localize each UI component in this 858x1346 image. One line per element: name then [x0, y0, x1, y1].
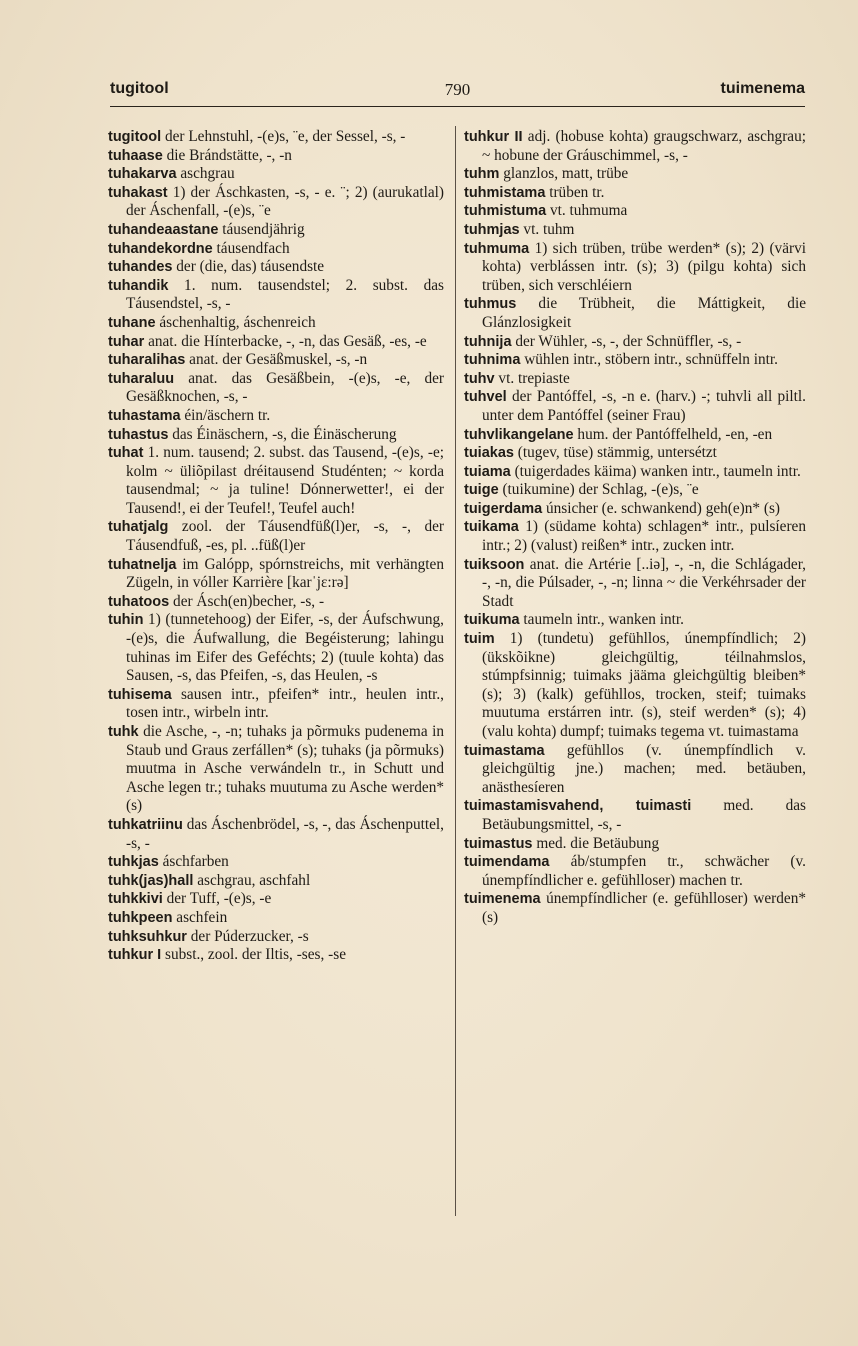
entry-definition: áb/stumpfen tr., schwächer (v. únempfíndlicher e. gefühlloser) machen tr. — [482, 853, 806, 889]
entry-headword: tuhksuhkur — [108, 928, 187, 945]
dictionary-entry — [464, 202, 806, 221]
dictionary-entry — [464, 797, 806, 834]
dictionary-entry — [464, 890, 806, 927]
entry-headword: tuikama — [464, 519, 519, 536]
entry-definition: (tuigerdades käima) wanken intr., taumeln intr. — [510, 462, 801, 480]
entry-definition: wühlen intr., stöbern intr., schnüffeln intr. — [520, 351, 779, 369]
dictionary-entry — [108, 593, 444, 612]
entry-definition: aschgrau — [176, 165, 235, 183]
entry-definition: 1) (tunnetehoog) der Eifer, -s, der Áufschwung, -(e)s, die Áufwallung, die Begéisterung; lahingu tuhinas im Eifer des Geféchts; 2) (tuule kohta) das Sausen, -s, das Pfeifen, -s, das Heulen, -s — [126, 611, 444, 685]
entry-headword: tuhvel — [464, 389, 507, 406]
dictionary-entry — [464, 333, 806, 352]
dictionary-entry — [108, 240, 444, 259]
dictionary-entry — [464, 835, 806, 854]
entry-headword: tuhin — [108, 612, 144, 629]
entry-definition: éin/äschern tr. — [180, 406, 271, 424]
entry-headword: tuimastama — [464, 742, 545, 759]
entry-headword: tuigerdama — [464, 500, 543, 517]
entry-headword: tuhmus — [464, 296, 517, 313]
entry-headword: tuim — [464, 631, 495, 648]
entry-headword: tuiama — [464, 463, 511, 480]
left-column — [108, 128, 444, 965]
entry-headword: tuimendama — [464, 854, 550, 871]
entry-definition: anat. das Gesäßbein, -(e)s, -e, der Gesäßknochen, -s, - — [126, 369, 444, 406]
entry-headword: tuhisema — [108, 686, 172, 703]
dictionary-entry — [464, 128, 806, 165]
entry-definition: 1. num. tausendstel; 2. subst. das Táusendstel, -s, - — [126, 276, 444, 313]
entry-headword: tuhar — [108, 333, 145, 350]
entry-headword: tuhandik — [108, 277, 169, 294]
entry-headword: tuhk — [108, 724, 139, 740]
entry-definition: der Púderzucker, -s — [186, 927, 309, 945]
dictionary-entry — [108, 165, 444, 184]
entry-definition: der Wühler, -s, -, der Schnüffler, -s, - — [511, 332, 742, 350]
entry-headword: tuhk(jas)hall — [108, 872, 194, 889]
entry-definition: únempfíndlicher (e. gefühlloser) werden* (s) — [482, 890, 806, 926]
header-right-guideword: tuimenema — [720, 80, 805, 97]
entry-headword: tuhkatriinu — [108, 816, 183, 833]
dictionary-entry — [108, 686, 444, 723]
entry-headword: tuhkur II — [464, 129, 523, 145]
entry-headword: tuhnima — [464, 352, 521, 369]
dictionary-entry — [464, 221, 806, 240]
entry-definition: die Asche, -, -n; tuhaks ja põrmuks pudenema in Staub und Graus zerfállen* (s); tuhaks (ja põrmuks) muutma in Asche verwándeln tr., in Schutt und Asche legen tr.; tuhaks muutuma zu Asche werden* (s) — [126, 723, 444, 815]
dictionary-entry — [108, 816, 444, 853]
entry-definition: die Brándstätte, -, -n — [162, 146, 292, 164]
dictionary-entry — [464, 295, 806, 332]
entry-headword: tuhane — [108, 314, 156, 331]
entry-headword: tuhaase — [108, 147, 163, 164]
entry-definition: der Pantóffel, -s, -n e. (harv.) -; tuhvli all piltl. unter dem Pantóffel (seiner Frau) — [482, 388, 806, 424]
dictionary-entry — [108, 928, 444, 947]
page-number: 790 — [444, 80, 471, 99]
entry-headword: tuiksoon — [464, 556, 525, 573]
entry-definition: 1. num. tausend; 2. subst. das Tausend, -(e)s, -e; kolm ~ üliõpilast dréitausend Studénten; ~ korda tausendmal; ~ ja tuline! Dónnerwetter!, ei der Tausend!, ei der Teufel!, Teufel auch! — [126, 444, 444, 517]
entry-definition: zool. der Táusendfüß(l)er, -s, -, der Táusendfuß, -es, pl. ..füß(l)er — [126, 518, 444, 555]
entry-definition: gefühllos (v. únempfíndlich v. gleichgültig jne.) machen; med. betäuben, anästhesíeren — [482, 741, 806, 796]
dictionary-entry — [464, 240, 806, 296]
entry-headword: tuhkjas — [108, 854, 159, 871]
entry-headword: tuhmjas — [464, 221, 520, 238]
dictionary-entry — [464, 611, 806, 630]
entry-definition: das Áschenbrödel, -s, -, das Áschenputtel, -s, - — [126, 815, 444, 852]
entry-headword: tuharalihas — [108, 352, 186, 369]
entry-headword: tuhkkivi — [108, 891, 163, 908]
entry-definition: (tugev, tüse) stämmig, untersétzt — [513, 444, 717, 462]
entry-headword: tuhnija — [464, 333, 512, 350]
entry-headword: tuhakast — [108, 184, 168, 201]
dictionary-entry — [464, 370, 806, 389]
dictionary-entry — [464, 351, 806, 370]
entry-definition: anat. der Gesäßmuskel, -s, -n — [185, 351, 368, 369]
entry-definition: adj. (hobuse kohta) graugschwarz, aschgrau; ~ hobune der Gráuschimmel, -s, - — [482, 128, 806, 164]
dictionary-entry — [108, 128, 444, 147]
entry-definition: der (die, das) táusendste — [172, 258, 325, 276]
entry-headword: tuhat — [108, 445, 144, 462]
entry-definition: im Galópp, spórnstreichs, mit verhängten Zügeln, in vóller Karrière [karˈjɛ:rə] — [126, 555, 444, 592]
entry-headword: tuimastus — [464, 835, 533, 852]
dictionary-entry — [464, 500, 806, 519]
entry-definition: der Ásch(en)becher, -s, - — [169, 592, 325, 610]
entry-headword: tuimenema — [464, 891, 541, 908]
dictionary-entry — [108, 426, 444, 445]
dictionary-entry — [108, 277, 444, 314]
entry-definition: med. das Betäubungsmittel, -s, - — [482, 797, 807, 833]
dictionary-entry — [108, 184, 444, 221]
dictionary-entry — [464, 481, 806, 500]
entry-definition: 1) der Áschkasten, -s, - e. ¨; 2) (aurukatlal) der Áschenfall, -(e)s, ¨e — [126, 183, 444, 220]
entry-definition: die Trübheit, die Máttigkeit, die Glánzlosigkeit — [482, 295, 806, 331]
dictionary-entry — [108, 556, 444, 593]
dictionary-entry — [464, 444, 806, 463]
entry-headword: tuhkur I — [108, 947, 162, 964]
entry-definition: anat. die Hínterbacke, -, -n, das Gesäß, -es, -e — [144, 332, 427, 350]
dictionary-entry — [108, 370, 444, 407]
entry-headword: tuikuma — [464, 612, 520, 629]
entry-definition: glanzlos, matt, trübe — [499, 165, 629, 183]
dictionary-entry — [108, 407, 444, 426]
dictionary-entry — [108, 946, 444, 965]
right-column — [464, 128, 806, 928]
dictionary-entry — [464, 518, 806, 555]
entry-definition: sausen intr., pfeifen* intr., heulen intr., tosen intr., wirbeln intr. — [126, 685, 444, 722]
entry-definition: táusendjährig — [218, 220, 305, 238]
entry-definition: aschgrau, aschfahl — [193, 871, 311, 889]
header-left-guideword: tugitool — [110, 80, 169, 97]
entry-definition: vt. trepiaste — [494, 369, 570, 387]
entry-definition: aschfein — [172, 908, 228, 926]
dictionary-entry — [464, 630, 806, 742]
entry-headword: tuhatnelja — [108, 556, 177, 573]
entry-headword: tuiakas — [464, 445, 514, 462]
entry-definition: der Lehnstuhl, -(e)s, ¨e, der Sessel, -s, - — [161, 128, 406, 145]
entry-definition: vt. tuhm — [519, 220, 575, 238]
dictionary-entry — [108, 351, 444, 370]
dictionary-entry — [108, 853, 444, 872]
dictionary-entry — [108, 333, 444, 352]
dictionary-entry — [108, 890, 444, 909]
dictionary-entry — [108, 909, 444, 928]
entry-headword: tuhandekordne — [108, 240, 213, 257]
entry-headword: tuhmistuma — [464, 203, 547, 220]
entry-definition: vt. tuhmuma — [546, 202, 628, 220]
entry-headword: tuharaluu — [108, 370, 175, 387]
dictionary-entry — [108, 444, 444, 518]
entry-headword: tuhandes — [108, 259, 173, 276]
entry-headword: tuhmuma — [464, 240, 530, 257]
entry-definition: anat. die Artérie [..iə], -, -n, die Schlágader, -, -n, die Púlsader, -, -n; linna ~ die Verkéhrsader der Stadt — [482, 555, 806, 610]
entry-definition: áschenhaltig, áschenreich — [155, 313, 316, 331]
entry-definition: áschfarben — [158, 853, 229, 871]
dictionary-entry — [464, 742, 806, 798]
entry-definition: der Tuff, -(e)s, -e — [162, 890, 272, 908]
entry-definition: (tuikumine) der Schlag, -(e)s, ¨e — [498, 481, 699, 499]
dictionary-entry — [108, 872, 444, 891]
entry-headword: tuhastama — [108, 407, 181, 424]
header-rule — [110, 106, 805, 107]
entry-definition: únsicher (e. schwankend) geh(e)n* (s) — [542, 499, 781, 517]
entry-definition: das Éinäschern, -s, die Éinäscherung — [168, 425, 397, 443]
entry-definition: trüben tr. — [545, 183, 605, 201]
dictionary-entry — [108, 258, 444, 277]
entry-headword: tuhatoos — [108, 593, 170, 610]
entry-definition: subst., zool. der Iltis, -ses, -se — [161, 946, 346, 964]
entry-headword: tuimastamisvahend, tuimasti — [464, 798, 692, 815]
entry-headword: tugitool — [108, 129, 162, 145]
dictionary-entry — [464, 388, 806, 425]
entry-headword: tuhastus — [108, 426, 169, 443]
entry-headword: tuhmistama — [464, 184, 546, 201]
dictionary-entry — [464, 184, 806, 203]
entry-headword: tuige — [464, 482, 499, 499]
dictionary-entry — [108, 723, 444, 816]
entry-headword: tuhandeaastane — [108, 221, 219, 238]
dictionary-entry — [108, 221, 444, 240]
entry-definition: 1) (südame kohta) schlagen* intr., pulsíeren intr.; 2) (valust) reißen* intr., zucken intr. — [482, 518, 806, 555]
entry-headword: tuhkpeen — [108, 909, 173, 926]
dictionary-entry — [464, 853, 806, 890]
column-divider — [455, 126, 456, 1216]
dictionary-entry — [464, 463, 806, 482]
entry-definition: hum. der Pantóffelheld, -en, -en — [573, 425, 773, 443]
dictionary-entry — [108, 314, 444, 333]
entry-headword: tuhakarva — [108, 166, 177, 183]
entry-definition: med. die Betäubung — [532, 834, 660, 852]
entry-definition: taumeln intr., wanken intr. — [519, 611, 685, 629]
entry-definition: 1) sich trüben, trübe werden* (s); 2) (värvi kohta) verblássen intr. (s); 3) (pilgu kohta) sich trüben, sich verschléiern — [482, 239, 806, 294]
dictionary-entry — [108, 518, 444, 555]
entry-definition: táusendfach — [212, 239, 290, 257]
dictionary-entry — [464, 426, 806, 445]
entry-headword: tuhm — [464, 166, 500, 183]
dictionary-entry — [464, 556, 806, 612]
entry-headword: tuhvlikangelane — [464, 426, 574, 443]
dictionary-entry — [108, 147, 444, 166]
entry-definition: 1) (tundetu) gefühllos, únempfíndlich; 2) (ükskõikne) gleichgültig, téilnahmslos, stúmpfsinnig; tuimaks jääma gleichgültig bleiben* (s); 3) (kalk) gefühllos, trocken, steif; tuimaks muutuma erstárren intr. (s), steif werden* (s); 4) (valu kohta) dumpf; tuimaks tegema vt. tuimastama — [482, 630, 806, 740]
entry-headword: tuhatjalg — [108, 519, 169, 536]
dictionary-entry — [108, 611, 444, 685]
entry-headword: tuhv — [464, 370, 495, 387]
dictionary-entry — [464, 165, 806, 184]
